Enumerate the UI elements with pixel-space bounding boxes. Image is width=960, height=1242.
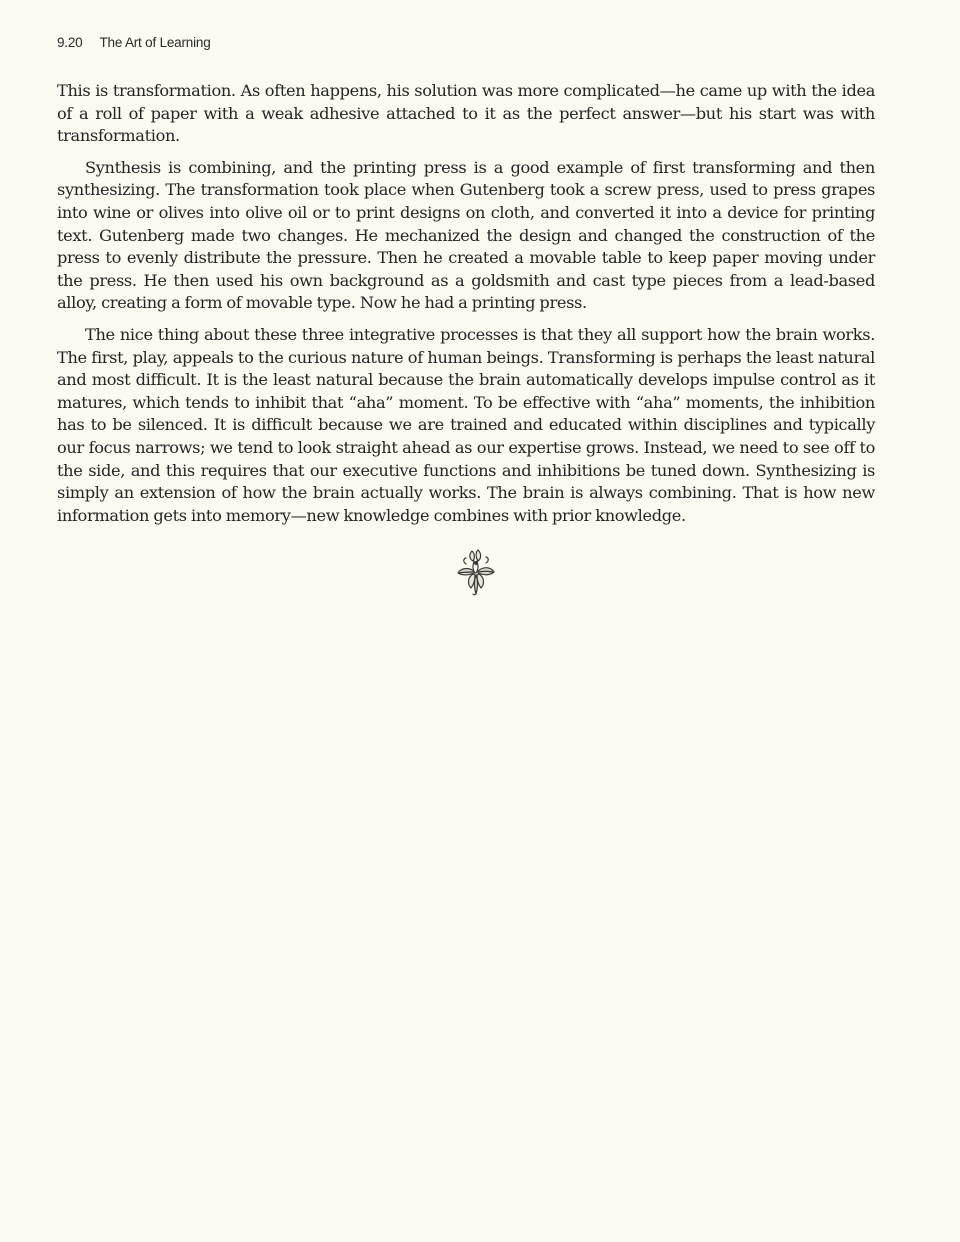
body-text [57, 80, 875, 536]
book-title: The Art of Learning [99, 35, 211, 50]
running-header [57, 35, 211, 50]
paragraph-integrative-processes: The nice thing about these three integrative processes is that they all support how the brain works. The first, play, appeals to the curious nature of human beings. Transforming is perhaps the least natural and most difficult. It is the least natural because the brain automatically develops impulse control as it matures, which tends to inhibit that “aha” moment. To be effective with “aha” moments, the inhibition has to be silenced. It is difficult because we are trained and educated within disciplines and typically our focus narrows; we tend to look straight ahead as our expertise grows. Instead, we need to see off to the side, and this requires that our executive functions and inhibitions be tuned down. Synthesizing is simply an extension of how the brain actually works. The brain is always combining. That is how new information gets into memory—new knowledge combines with prior knowledge. [57, 324, 875, 525]
paragraph-transformation: This is transformation. As often happens, his solution was more complicated—he came up with the idea of a roll of paper with a weak adhesive attached to it as the perfect answer—but his start was with transformation. [57, 81, 875, 146]
page-number: 9.20 [57, 35, 83, 50]
floral-ornament-icon [454, 547, 498, 597]
paragraph-synthesis: Synthesis is combining, and the printing press is a good example of first transforming and then synthesizing. The transformation took place when Gutenberg took a screw press, used to press grapes into wine or olives into olive oil or to print designs on cloth, and converted it into a device for printing text. Gutenberg made two changes. He mechanized the design and changed the construction of the press to evenly distribute the pressure. Then he created a movable table to keep paper moving under the press. He then used his own background as a goldsmith and cast type pieces from a lead-based alloy, creating a form of movable type. Now he had a printing press. [57, 157, 875, 313]
